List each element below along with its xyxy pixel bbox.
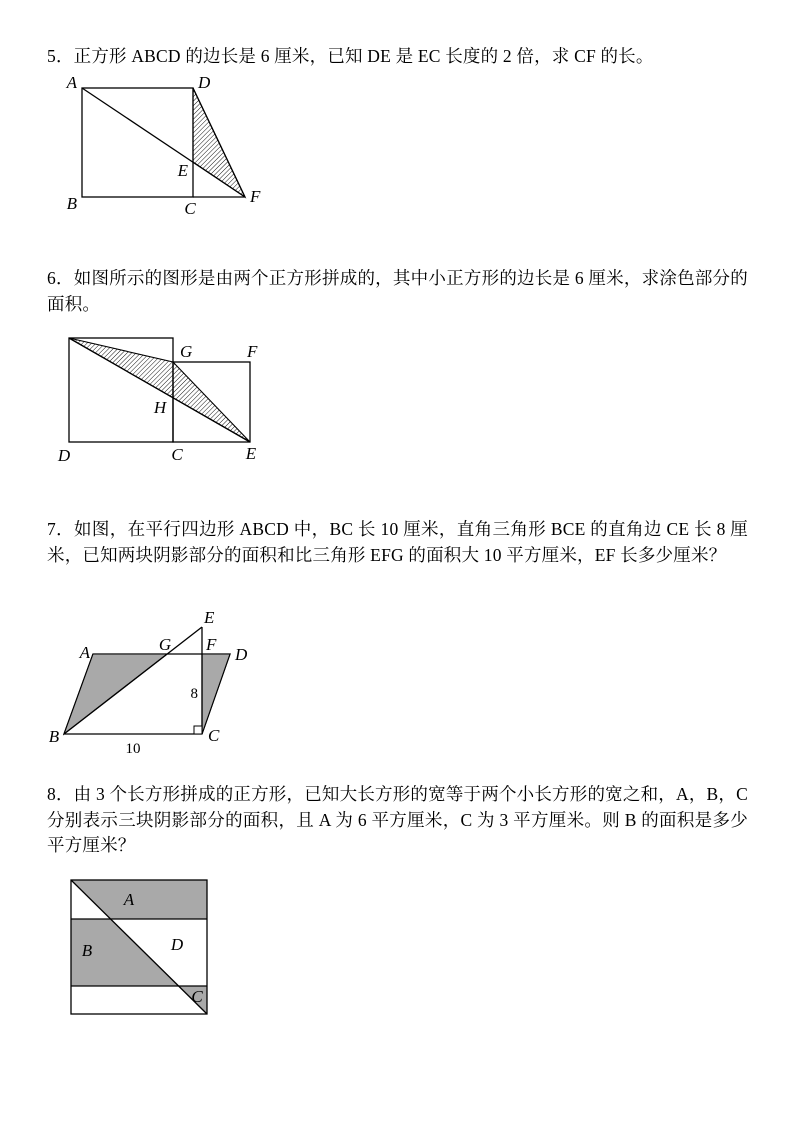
label-a: A	[123, 890, 135, 909]
label-g: G	[158, 635, 172, 654]
dim-bc-10: 10	[125, 741, 141, 757]
shaded-triangle-fdc	[202, 654, 230, 734]
problem-7-text: 7．如图，在平行四边形 ABCD 中，BC 长 10 厘米，直角三角形 BCE 的直角边 CE 长 8 厘米，已知两块阴影部分的面积和比三角形 EFG 的面积大 10 平方厘米，EF 长多少厘米？	[47, 519, 748, 565]
dim-ce-8: 8	[190, 686, 198, 702]
label-e: E	[245, 444, 257, 463]
line-corner-e	[69, 338, 250, 442]
label-c: C	[191, 987, 203, 1006]
right-angle-mark	[194, 726, 202, 734]
figure-6	[55, 332, 270, 472]
label-a: A	[66, 73, 77, 92]
label-c: C	[184, 199, 196, 218]
square-abcd	[82, 88, 193, 197]
label-d: D	[170, 935, 184, 954]
label-e: E	[204, 608, 215, 627]
label-h: H	[153, 398, 167, 417]
label-c: C	[171, 445, 183, 464]
figure-5	[58, 72, 274, 222]
line-a-f	[82, 88, 245, 197]
label-f: F	[250, 187, 261, 206]
label-d: D	[57, 446, 71, 465]
figure-8	[64, 872, 216, 1024]
label-c: C	[208, 726, 220, 745]
label-d: D	[198, 73, 211, 92]
label-f: F	[247, 342, 258, 361]
problem-8-text: 8．由 3 个长方形拼成的正方形，已知大长方形的宽等于两个小长方形的宽之和，A，B，C 分别表示三块阴影部分的面积，且 A 为 6 平方厘米，C 为 3 平方厘米。则 B 的面积是多少平方厘米？	[47, 784, 748, 855]
label-b: B	[66, 194, 77, 213]
label-b: B	[81, 941, 93, 960]
label-e: E	[177, 161, 188, 180]
label-d: D	[235, 645, 248, 664]
label-b: B	[48, 727, 60, 746]
label-g: G	[180, 342, 193, 361]
label-f: F	[206, 635, 217, 654]
label-a: A	[79, 643, 90, 662]
problem-6-text: 6．如图所示的图形是由两个正方形拼成的，其中小正方形的边长是 6 厘米，求涂色部分的面积。	[47, 268, 748, 314]
problem-5-text: 5．正方形 ABCD 的边长是 6 厘米，已知 DE 是 EC 长度的 2 倍，求 CF 的长。	[47, 46, 654, 66]
figure-7	[48, 610, 260, 762]
